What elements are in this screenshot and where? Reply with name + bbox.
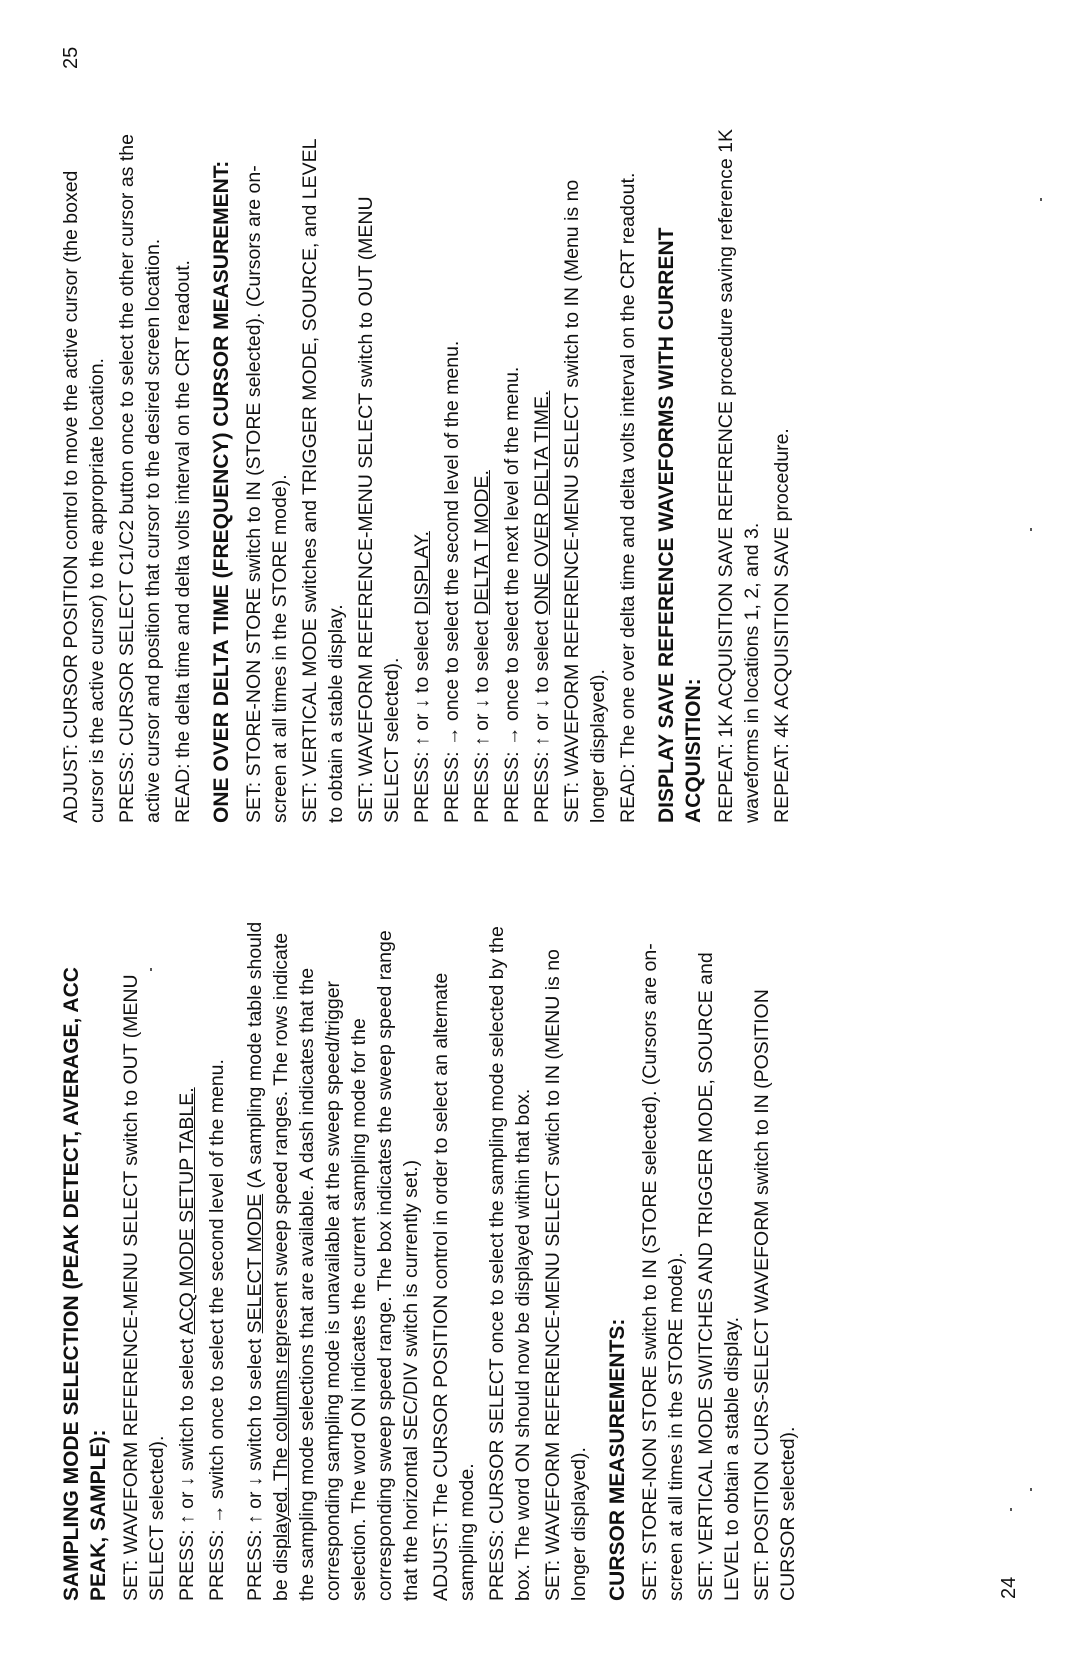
page-number-right: 25 — [60, 46, 82, 69]
step-press-acq-mode — [174, 901, 200, 1601]
underlined-term: ONE OVER DELTA TIME. — [531, 390, 553, 615]
page-number-left: 24 — [998, 1576, 1020, 1599]
step-press-next-level: PRESS: → once to select the next level of the menu. — [501, 366, 523, 823]
sampling-mode-heading: SAMPLING MODE SELECTION (PEAK DETECT, AVERAGE, ACC PEAK, SAMPLE): — [60, 967, 110, 1601]
cursor-measurements-heading: CURSOR MEASUREMENTS: — [606, 1318, 629, 1601]
step-set-store-in: SET: STORE-NON STORE switch to IN (STORE selected). (Cursors are on-screen at all times in the STORE mode). — [243, 165, 291, 823]
step-press-display — [409, 123, 435, 823]
underlined-term: ACQ MODE SETUP TABLE. — [176, 1087, 198, 1335]
scan-speck — [1010, 1508, 1012, 1511]
step-set-vertical-mode: SET: VERTICAL MODE SWITCHES AND TRIGGER MODE, SOURCE and LEVEL to obtain a stable display. — [695, 952, 743, 1601]
left-page — [58, 901, 805, 1601]
step-set-position-cursor: SET: POSITION CURS-SELECT WAVEFORM switch to IN (POSITION CURSOR selected). — [751, 989, 799, 1601]
step-set-menu-in: SET: WAVEFORM REFERENCE-MENU SELECT swtich to IN (MENU is no longer displayed). — [542, 949, 590, 1601]
step-set-vertical: SET: VERTICAL MODE switches and TRIGGER MODE, SOURCE, and LEVEL to obtain a stable display. — [299, 139, 347, 823]
step-text: PRESS: ↑ or ↓ to select — [531, 614, 553, 823]
step-text: PRESS: ↑ or ↓ to select — [471, 614, 493, 823]
scan-speck — [1040, 198, 1042, 201]
scan-speck — [150, 968, 152, 971]
step-press-cursor-select: PRESS: CURSOR SELECT once to select the sampling mode selected by the box. The word ON should now be displayed within that box. — [486, 926, 534, 1601]
step-set-store: SET: STORE-NON STORE switch to IN (STORE selected). (Cursors are on-screen at all times in the STORE mode). — [639, 943, 687, 1601]
step-adjust-cursor-position: ADJUST: CURSOR POSITION control to move the active cursor (the boxed cursor is the active cursor) to the appropriate location. — [60, 170, 108, 823]
step-repeat-1k: REPEAT: 1K ACQUISITION SAVE REFERENCE procedure saving reference 1K waveforms in locations 1, 2, and 3. — [715, 129, 763, 823]
step-text: (A sampling mode table should be dis — [244, 921, 292, 1601]
right-page — [58, 123, 799, 823]
one-over-delta-heading: ONE OVER DELTA TIME (FREQUENCY) CURSOR MEASUREMENT: — [210, 160, 233, 823]
step-read-delta: READ: the delta time and delta volts interval on the CRT readout. — [172, 260, 194, 823]
step-repeat-4k: REPEAT: 4K ACQUISITION SAVE procedure. — [771, 428, 793, 823]
scan-speck — [1030, 1488, 1032, 1491]
step-adjust-cursor: ADJUST: The CURSOR POSITION control in order to select an alternate sampling mode. — [430, 972, 478, 1601]
step-press-one-over — [529, 123, 555, 823]
step-set-menu-in: SET: WAVEFORM REFERENCE-MENU SELECT switch to IN (Menu is no longer displayed). — [561, 179, 609, 823]
step-press-delta-t-mode — [469, 123, 495, 823]
underlined-term: played. The columns rep — [270, 1335, 292, 1549]
underlined-term: DELTA T MODE. — [471, 470, 493, 615]
underlined-term: SELECT MODE — [244, 1193, 266, 1334]
step-text: PRESS: ↑ or ↓ switch to select — [176, 1334, 198, 1601]
step-text: PRESS: ↑ or ↓ to select — [411, 614, 433, 823]
step-text: resent sweep speed ranges. The rows indicate the sampling mode selections that are available. A dash indicates that the corresponding sampling mode is unavailable at the sweep speed/trigger selection. The word ON indicates the current sampling mode for the corresponding sweep speed range. The box indicates the sweep speed range that the horizontal SEC/DIV switch is currently set.) — [270, 930, 422, 1601]
underlined-term: DISPLAY. — [411, 531, 433, 615]
step-press-second-level: PRESS: → once to select the second level of the menu. — [441, 340, 463, 823]
scan-speck — [1030, 528, 1032, 531]
step-read-one-over: READ: The one over delta time and delta volts interval on the CRT readout. — [617, 172, 639, 823]
step-text: PRESS: ↑ or ↓ switch to select — [244, 1333, 266, 1601]
step-press-second-level: PRESS: → switch once to select the second level of the menu. — [206, 1059, 228, 1601]
display-save-heading: DISPLAY SAVE REFERENCE WAVEFORMS WITH CURRENT ACQUISITION: — [655, 227, 705, 823]
step-set-menu-select: SET: WAVEFORM REFERENCE-MENU SELECT switch to OUT (MENU SELECT selected). — [120, 974, 168, 1601]
step-set-menu-out: SET: WAVEFORM REFERENCE-MENU SELECT switch to OUT (MENU SELECT selected). — [355, 196, 403, 823]
step-press-select-mode — [242, 901, 424, 1601]
step-press-c1c2: PRESS: CURSOR SELECT C1/C2 button once to select the other cursor as the active cursor and position that cursor to the desired screen location. — [116, 134, 164, 823]
